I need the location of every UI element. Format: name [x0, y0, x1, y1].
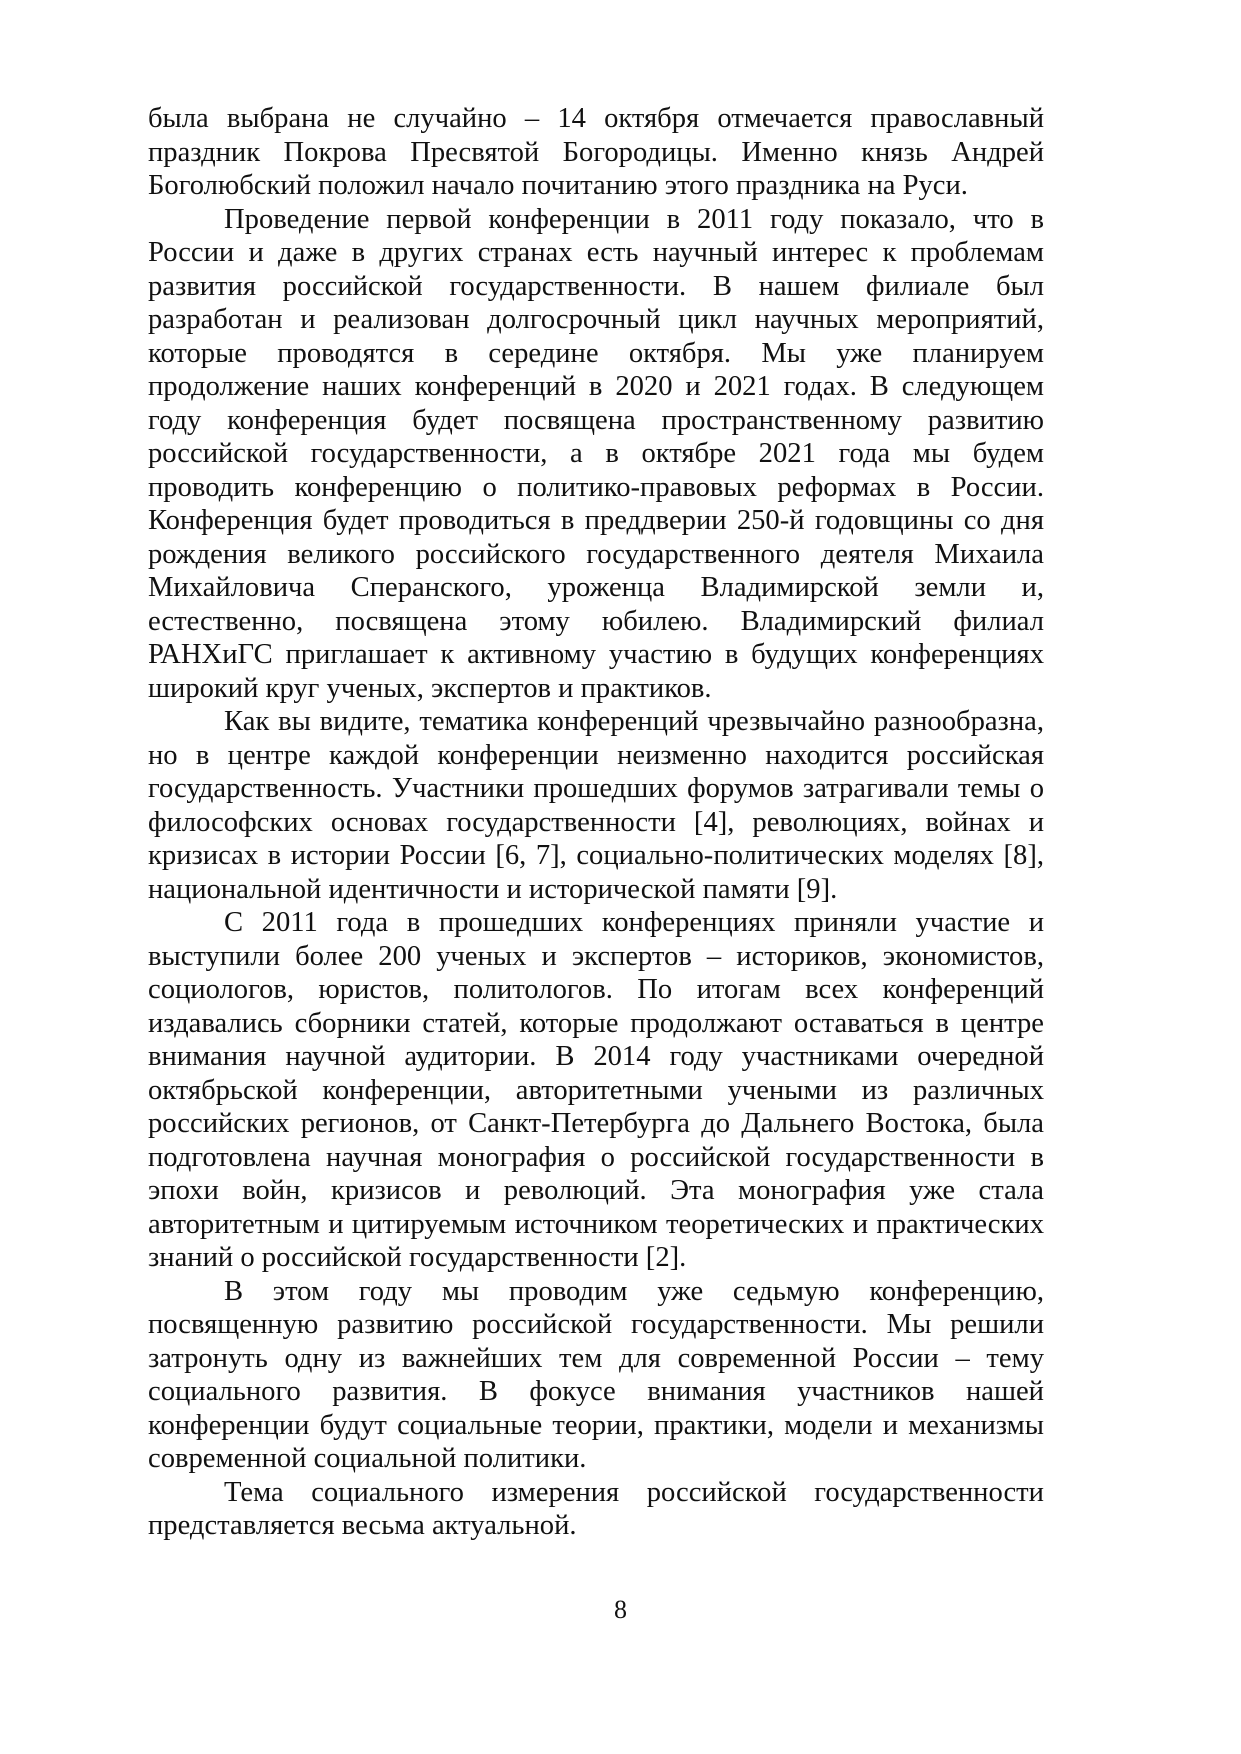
page-body [148, 102, 1044, 1543]
paragraph: была выбрана не случайно – 14 октября отмечается православный праздник Покрова Пресвятой Богородицы. Именно князь Андрей Боголюбский положил начало почитанию этого праздника на Руси. [148, 103, 1044, 201]
paragraph: Тема социального измерения российской государственности представляется весьма актуальной. [148, 1476, 1044, 1541]
paragraph: В этом году мы проводим уже седьмую конференцию, посвященную развитию российской государственности. Мы решили затронуть одну из важнейших тем для современной России – тему социального развития. В фокусе внимания участников нашей конференции будут социальные теории, практики, модели и механизмы современной социальной политики. [148, 1275, 1044, 1474]
page-number: 8 [614, 1595, 627, 1624]
paragraph: С 2011 года в прошедших конференциях приняли участие и выступили более 200 ученых и экспертов – историков, экономистов, социологов, юристов, политологов. По итогам всех конференций издавались сборники статей, которые продолжают оставаться в центре внимания научной аудитории. В 2014 году участниками очередной октябрьской конференции, авторитетными учеными из различных российских регионов, от Санкт-Петербурга до Дальнего Востока, была подготовлена научная монография о российской государственности в эпохи войн, кризисов и революций. Эта монография уже стала авторитетным и цитируемым источником теоретических и практических знаний о российской государственности [2]. [148, 907, 1044, 1273]
paragraph: Проведение первой конференции в 2011 году показало, что в России и даже в других странах есть научный интерес к проблемам развития российской государственности. В нашем филиале был разработан и реализован долгосрочный цикл научных мероприятий, которые проводятся в середине октября. Мы уже планируем продолжение наших конференций в 2020 и 2021 годах. В следующем году конференция будет посвящена пространственному развитию российской государственности, а в октябре 2021 года мы будем проводить конференцию о политико-правовых реформах в России. Конференция будет проводиться в преддверии 250-й годовщины со дня рождения великого российского государственного деятеля Михаила Михайловича Сперанского, уроженца Владимирской земли и, естественно, посвящена этому юбилею. Владимирский филиал РАНХиГС приглашает к активному участию в будущих конференциях широкий круг ученых, экспертов и практиков. [148, 203, 1044, 704]
paragraph: Как вы видите, тематика конференций чрезвычайно разнообразна, но в центре каждой конференции неизменно находится российская государственность. Участники прошедших форумов затрагивали темы о философских основах государственности [4], революциях, войнах и кризисах в истории России [6, 7], социально-политических моделях [8], национальной идентичности и исторической памяти [9]. [148, 706, 1044, 905]
